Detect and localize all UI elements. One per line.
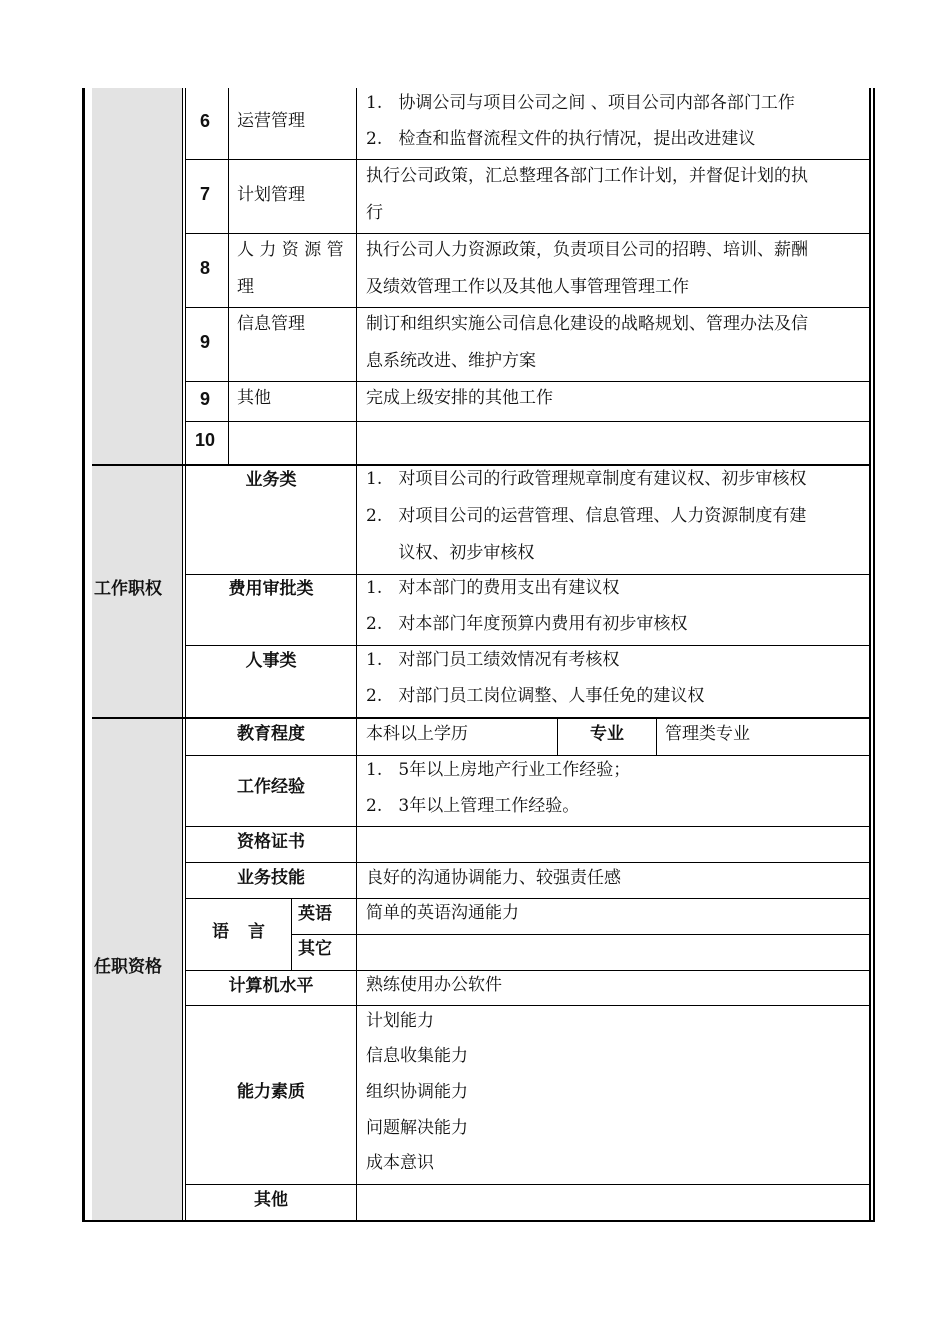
divider-content-col: [356, 88, 357, 1221]
row-line: [185, 1184, 871, 1185]
certificate-label: 资格证书: [237, 832, 305, 851]
row-line: [291, 934, 871, 935]
ability-item: 问题解决能力: [366, 1118, 468, 1138]
table-border-left: [82, 88, 85, 1222]
other-label: 其他: [254, 1190, 288, 1209]
divider-num-col: [228, 88, 229, 464]
other-language-label: 其它: [298, 939, 332, 958]
row-line: [185, 421, 871, 422]
duty-description-line: 1. 协调公司与项目公司之间 、项目公司内部各部门工作: [366, 93, 795, 113]
duty-name: 运营管理: [237, 111, 305, 131]
ability-item: 组织协调能力: [366, 1082, 468, 1102]
row-line: [185, 970, 871, 971]
computer-value: 熟练使用办公软件: [366, 975, 502, 995]
duty-name: 信息管理: [237, 314, 305, 334]
duty-number: 10: [195, 430, 216, 450]
duty-number: 8: [200, 258, 211, 278]
row-line: [185, 1005, 871, 1006]
ability-item: 成本意识: [366, 1153, 434, 1173]
section-title-authority: 工作职权: [94, 579, 162, 598]
row-line: [185, 645, 871, 646]
authority-line: 2. 对部门员工岗位调整、人事任免的建议权: [366, 686, 705, 706]
education-value: 本科以上学历: [366, 724, 468, 744]
section-column-duties: [92, 88, 182, 464]
divider-language-col: [291, 899, 292, 971]
row-line: [185, 755, 871, 756]
ability-label: 能力素质: [237, 1082, 305, 1101]
authority-label: 业务类: [245, 470, 297, 489]
divider-major-col-b: [656, 719, 657, 755]
row-line: [185, 862, 871, 863]
table-border-right-shadow: [873, 88, 875, 1222]
divider-side-col: [182, 88, 183, 1221]
duty-description-line: 2. 检查和监督流程文件的执行情况，提出改进建议: [366, 129, 756, 149]
section-title-qualification: 任职资格: [94, 957, 162, 976]
ability-item: 信息收集能力: [366, 1046, 468, 1066]
duty-description-line: 制订和组织实施公司信息化建设的战略规划、管理办法及信: [366, 314, 808, 334]
experience-line: 2. 3年以上管理工作经验。: [366, 796, 580, 816]
duty-number: 9: [200, 389, 211, 409]
row-line: [185, 381, 871, 382]
authority-line: 1. 对本部门的费用支出有建议权: [366, 578, 620, 598]
duty-description-line: 及绩效管理工作以及其他人事管理管理工作: [366, 277, 689, 297]
duty-name: 其他: [237, 388, 271, 408]
major-label: 专业: [590, 724, 624, 743]
row-line: [185, 898, 871, 899]
language-label: 语 言: [212, 922, 265, 941]
row-line: [185, 159, 871, 160]
skill-label: 业务技能: [237, 868, 305, 887]
authority-line: 2. 对项目公司的运营管理、信息管理、人力资源制度有建: [366, 506, 807, 526]
duty-number: 9: [200, 332, 211, 352]
duty-number: 7: [200, 184, 211, 204]
duty-name: 理: [237, 277, 254, 297]
duty-description-line: 行: [366, 203, 383, 223]
computer-label: 计算机水平: [228, 976, 314, 995]
english-value: 简单的英语沟通能力: [366, 903, 519, 923]
row-line: [185, 307, 871, 308]
education-label: 教育程度: [237, 724, 305, 743]
duty-name: 计划管理: [237, 185, 305, 205]
table-border-bottom: [82, 1220, 875, 1222]
skill-value: 良好的沟通协调能力、较强责任感: [366, 868, 621, 888]
experience-label: 工作经验: [237, 777, 305, 796]
row-line: [185, 233, 871, 234]
table-border-right: [869, 88, 871, 1222]
duty-number: 6: [200, 111, 211, 131]
duty-description-line: 息系统改进、维护方案: [366, 351, 536, 371]
section-line: [92, 464, 871, 466]
duty-description-line: 完成上级安排的其他工作: [366, 388, 553, 408]
duty-description-line: 执行公司人力资源政策，负责项目公司的招聘、培训、薪酬: [366, 240, 808, 260]
authority-line: 1. 对部门员工绩效情况有考核权: [366, 650, 620, 670]
duty-name: 人 力 资 源 管: [237, 240, 344, 260]
authority-line: 2. 对本部门年度预算内费用有初步审核权: [366, 614, 688, 634]
authority-label: 费用审批类: [228, 579, 314, 598]
ability-item: 计划能力: [366, 1011, 434, 1031]
row-line: [185, 574, 871, 575]
section-line: [92, 717, 871, 719]
row-line: [185, 826, 871, 827]
major-value: 管理类专业: [665, 724, 750, 744]
experience-line: 1. 5年以上房地产行业工作经验；: [366, 760, 631, 780]
authority-label: 人事类: [245, 651, 297, 670]
english-label: 英语: [298, 904, 332, 923]
authority-line: 议权、初步审核权: [366, 543, 535, 563]
authority-line: 1. 对项目公司的行政管理规章制度有建议权、初步审核权: [366, 469, 807, 489]
duty-description-line: 执行公司政策，汇总整理各部门工作计划，并督促计划的执: [366, 166, 808, 186]
